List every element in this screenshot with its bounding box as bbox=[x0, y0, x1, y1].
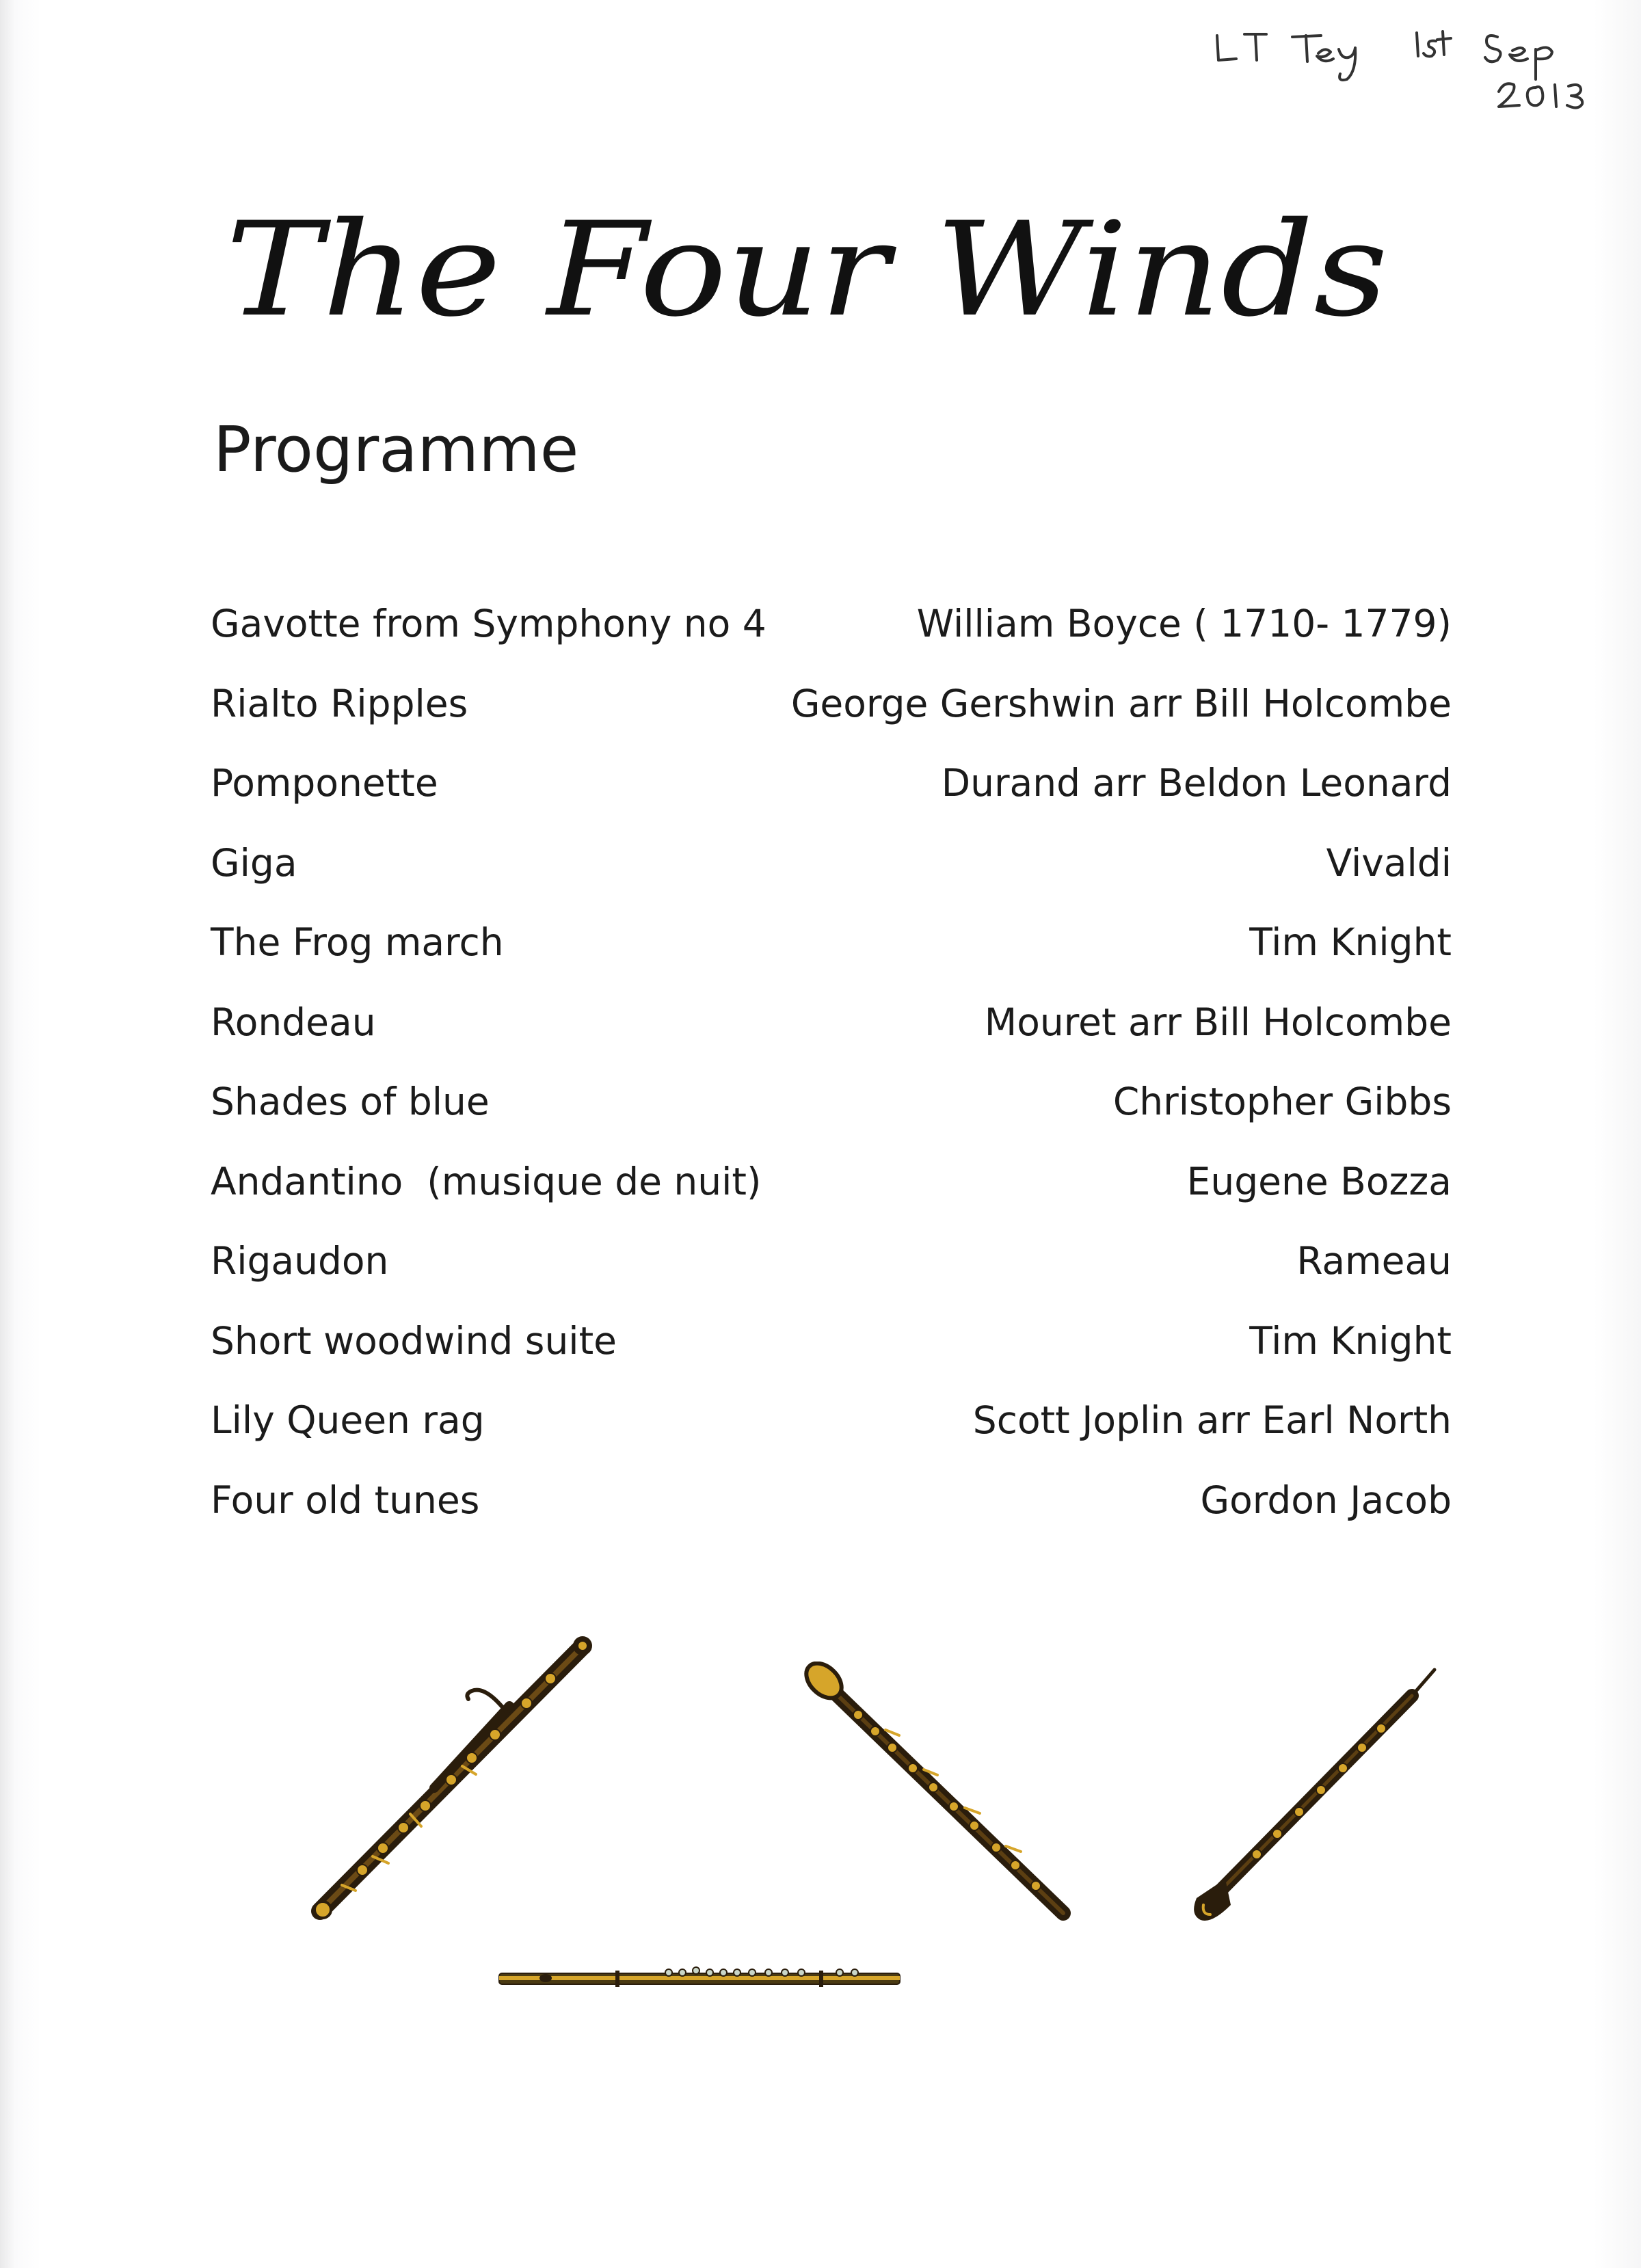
piece-title: Lily Queen rag bbox=[211, 1398, 485, 1442]
programme-row bbox=[211, 682, 1452, 762]
composer-name: Rameau bbox=[1296, 1239, 1452, 1283]
composer-name: George Gershwin arr Bill Holcombe bbox=[790, 681, 1452, 725]
oboe-icon bbox=[1176, 1662, 1450, 1928]
programme-row bbox=[211, 1478, 1452, 1558]
clarinet-icon bbox=[803, 1662, 1077, 1921]
composer-name: Vivaldi bbox=[1326, 840, 1452, 885]
bassoon-icon bbox=[301, 1631, 609, 1932]
composer-name: Mouret arr Bill Holcombe bbox=[984, 1000, 1452, 1044]
piece-title: Rigaudon bbox=[211, 1239, 389, 1283]
programme-row bbox=[211, 1080, 1452, 1160]
programme-heading: Programme bbox=[213, 413, 579, 486]
piece-title: Andantino (musique de nuit) bbox=[211, 1159, 762, 1203]
programme-list bbox=[211, 602, 1452, 1558]
composer-name: Christopher Gibbs bbox=[1112, 1080, 1452, 1123]
programme-row bbox=[211, 920, 1452, 1000]
composer-name: William Boyce ( 1710- 1779) bbox=[916, 602, 1452, 645]
piece-title: The Frog march bbox=[211, 920, 504, 964]
programme-row bbox=[211, 841, 1452, 921]
composer-name: Tim Knight bbox=[1249, 1318, 1452, 1363]
programme-row bbox=[211, 761, 1452, 841]
programme-row bbox=[211, 1160, 1452, 1240]
programme-row bbox=[211, 1239, 1452, 1319]
page-title bbox=[226, 185, 1525, 362]
title-text: The Four Winds bbox=[226, 194, 1388, 345]
piece-title: Rialto Ripples bbox=[211, 681, 468, 725]
piece-title: Giga bbox=[211, 840, 297, 885]
piece-title: Rondeau bbox=[211, 1000, 376, 1044]
handwritten-annotation bbox=[1203, 16, 1614, 119]
composer-name: Scott Joplin arr Earl North bbox=[972, 1398, 1452, 1442]
piece-title: Four old tunes bbox=[211, 1478, 480, 1522]
flute-icon bbox=[498, 1961, 901, 1995]
composer-name: Durand arr Beldon Leonard bbox=[941, 761, 1452, 805]
piece-title: Shades of blue bbox=[211, 1080, 490, 1123]
composer-name: Tim Knight bbox=[1249, 920, 1452, 964]
programme-row bbox=[211, 1000, 1452, 1080]
composer-name: Gordon Jacob bbox=[1200, 1478, 1452, 1522]
piece-title: Pomponette bbox=[211, 761, 438, 805]
piece-title: Short woodwind suite bbox=[211, 1318, 617, 1363]
programme-row bbox=[211, 1398, 1452, 1478]
programme-row bbox=[211, 602, 1452, 682]
piece-title: Gavotte from Symphony no 4 bbox=[211, 602, 766, 645]
composer-name: Eugene Bozza bbox=[1186, 1159, 1452, 1203]
programme-row bbox=[211, 1319, 1452, 1399]
